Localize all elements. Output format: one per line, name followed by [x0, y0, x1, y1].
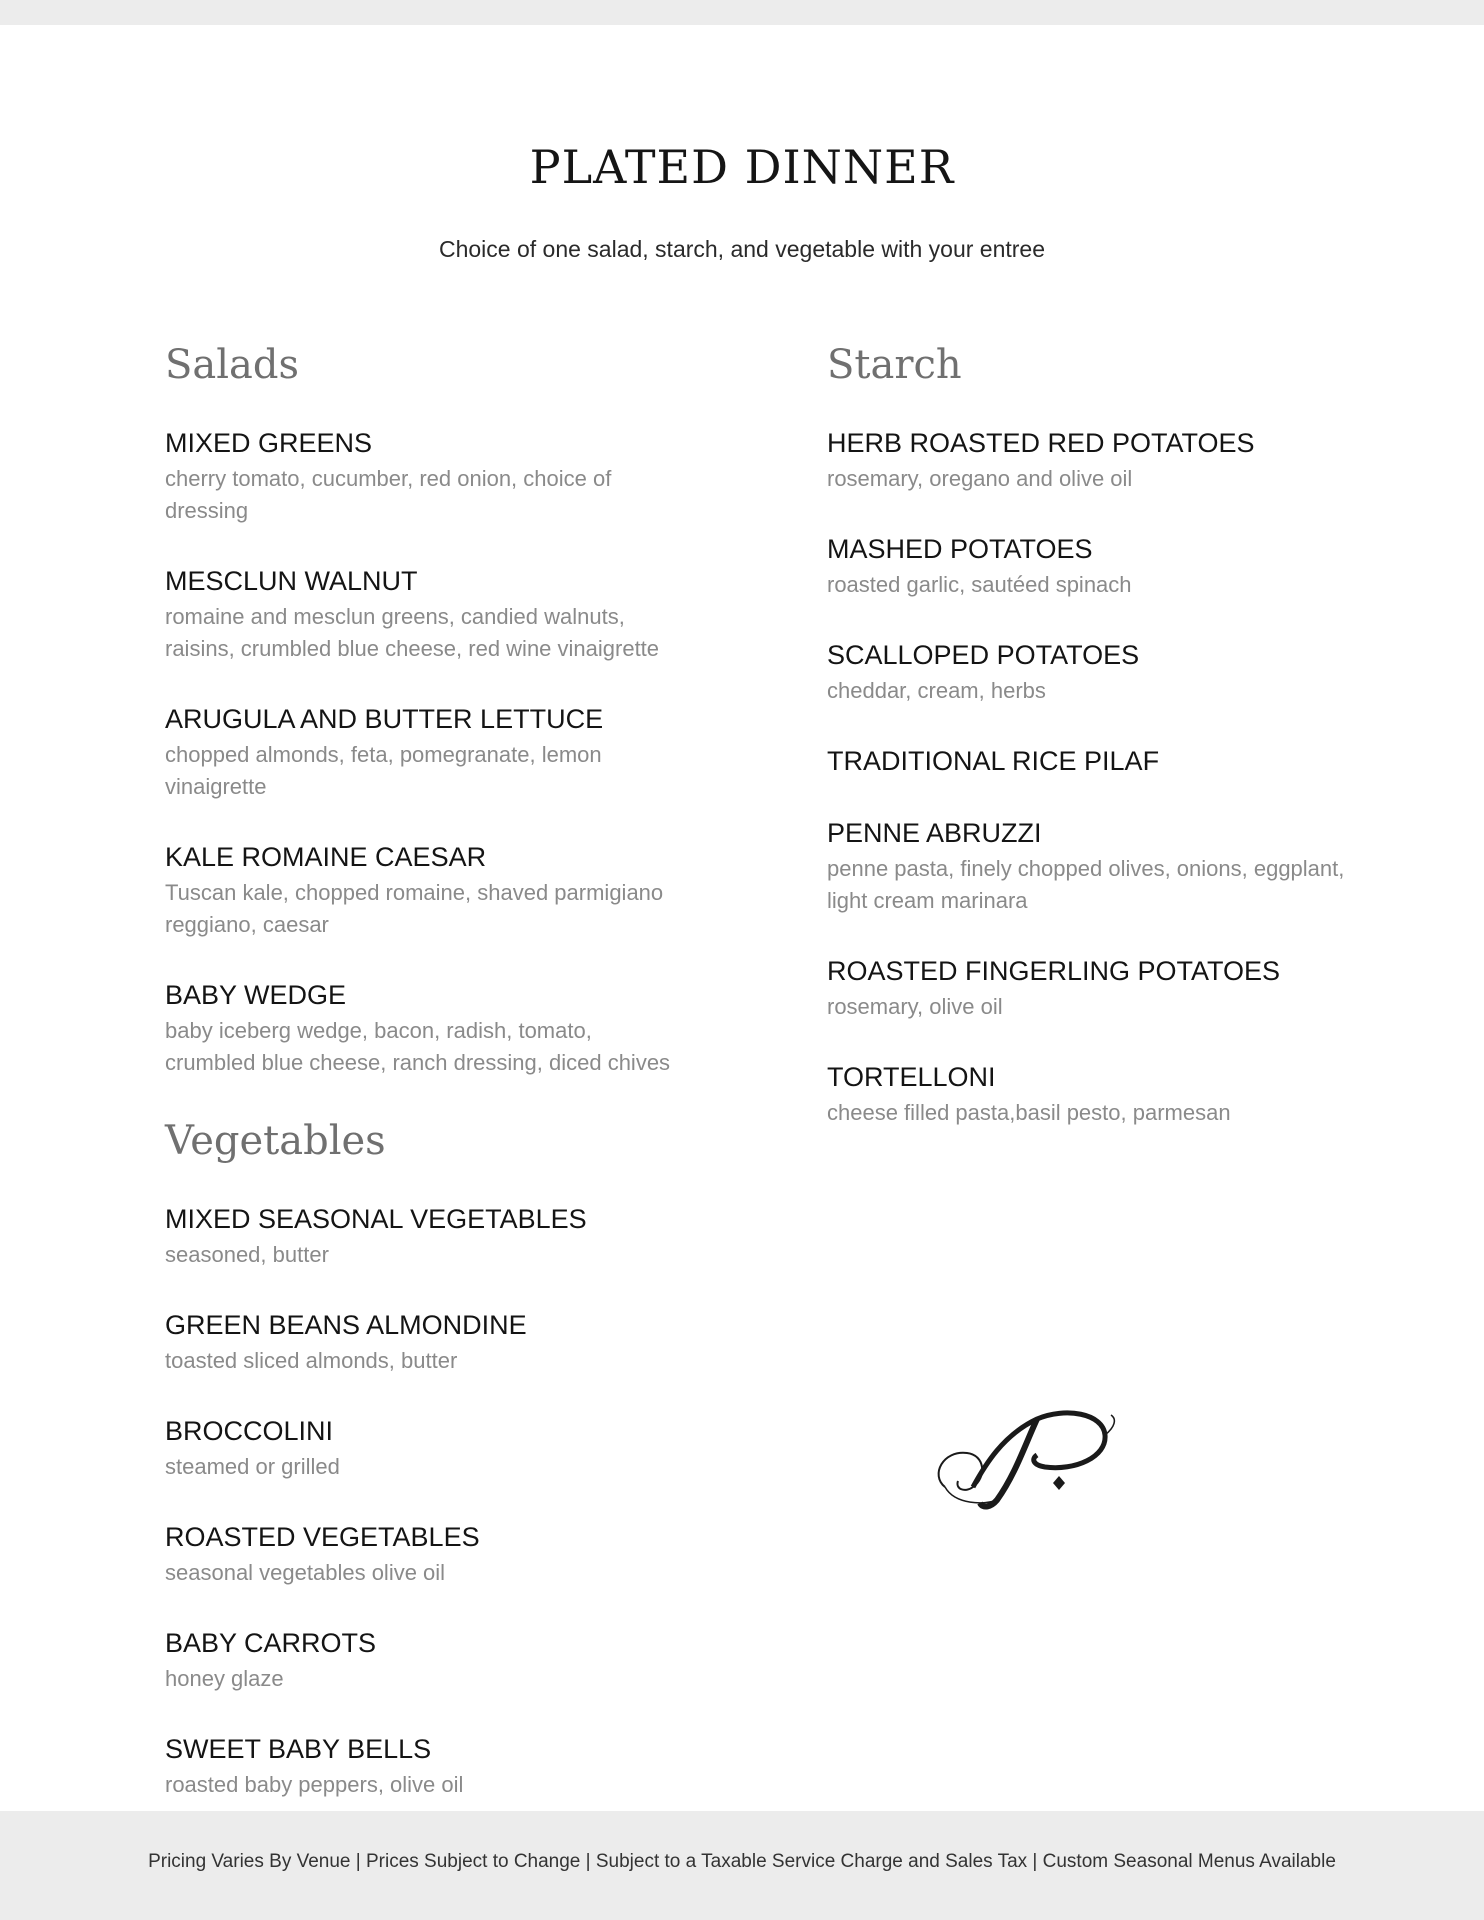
right-column [827, 340, 1357, 1166]
page-title: PLATED DINNER [529, 140, 955, 194]
menu-item [165, 1626, 685, 1695]
menu-item [165, 978, 685, 1079]
menu-item [165, 1520, 685, 1589]
menu-item-description: roasted baby peppers, olive oil [165, 1772, 464, 1797]
menu-item-description: cheddar, cream, herbs [827, 678, 1046, 703]
footer-text: Pricing Varies By Venue | Prices Subject to Change | Subject to a Taxable Service Charge and Sales Tax | Custom Seasonal Menus Available [148, 1851, 1336, 1872]
menu-item-name: ARUGULA AND BUTTER LETTUCE [165, 704, 604, 734]
menu-item [165, 426, 685, 527]
menu-item-description: rosemary, oregano and olive oil [827, 466, 1133, 491]
menu-item-name: BABY WEDGE [165, 980, 347, 1010]
salads-heading: Salads [165, 342, 300, 388]
menu-item-description: seasonal vegetables olive oil [165, 1560, 446, 1585]
script-p-monogram-icon [925, 1405, 1120, 1515]
top-bar [0, 0, 1484, 25]
vegetables-heading: Vegetables [165, 1118, 386, 1164]
menu-item-name: TRADITIONAL RICE PILAF [827, 746, 1160, 776]
menu-item [827, 954, 1357, 1023]
menu-item-description: seasoned, butter [165, 1242, 329, 1267]
menu-item [827, 1060, 1357, 1129]
menu-item-name: MIXED SEASONAL VEGETABLES [165, 1204, 587, 1234]
menu-item [827, 638, 1357, 707]
menu-item [827, 532, 1357, 601]
menu-item-description: steamed or grilled [165, 1454, 340, 1479]
menu-item-name: MESCLUN WALNUT [165, 566, 418, 596]
menu-item-name: MIXED GREENS [165, 428, 373, 458]
menu-item-description: romaine and mesclun greens, candied walnuts, raisins, crumbled blue cheese, red wine vinaigrette [165, 604, 660, 661]
menu-item-name: BROCCOLINI [165, 1416, 334, 1446]
menu-item-description: baby iceberg wedge, bacon, radish, tomato, crumbled blue cheese, ranch dressing, diced chives [165, 1018, 671, 1075]
footer [0, 1811, 1484, 1920]
menu-item-name: SCALLOPED POTATOES [827, 640, 1140, 670]
left-column [165, 340, 685, 1838]
vegetables-list [165, 1202, 685, 1801]
menu-item-name: MASHED POTATOES [827, 534, 1093, 564]
menu-item-description: cherry tomato, cucumber, red onion, choice of dressing [165, 466, 612, 523]
menu-item-description: cheese filled pasta,basil pesto, parmesan [827, 1100, 1231, 1125]
menu-item [165, 1732, 685, 1801]
menu-item-name: SWEET BABY BELLS [165, 1734, 432, 1764]
menu-item [165, 564, 685, 665]
menu-item [827, 744, 1357, 779]
menu-item [827, 426, 1357, 495]
menu-item [165, 840, 685, 941]
starch-heading: Starch [827, 342, 962, 388]
menu-item [165, 1414, 685, 1483]
salads-list [165, 426, 685, 1079]
menu-item-description: rosemary, olive oil [827, 994, 1003, 1019]
menu-item-description: Tuscan kale, chopped romaine, shaved parmigiano reggiano, caesar [165, 880, 664, 937]
menu-item-name: HERB ROASTED RED POTATOES [827, 428, 1255, 458]
page-subtitle: Choice of one salad, starch, and vegetable with your entree [438, 236, 1046, 262]
menu-item-description: honey glaze [165, 1666, 284, 1691]
menu-item-description: penne pasta, finely chopped olives, onions, eggplant, light cream marinara [827, 856, 1345, 913]
menu-item-name: ROASTED VEGETABLES [165, 1522, 480, 1552]
menu-item-name: PENNE ABRUZZI [827, 818, 1042, 848]
menu-item [165, 1308, 685, 1377]
menu-item [165, 1202, 685, 1271]
starch-list [827, 426, 1357, 1129]
menu-item-name: TORTELLONI [827, 1062, 996, 1092]
menu-item [827, 816, 1357, 917]
menu-item-name: BABY CARROTS [165, 1628, 377, 1658]
menu-item [165, 702, 685, 803]
menu-item-description: chopped almonds, feta, pomegranate, lemon vinaigrette [165, 742, 602, 799]
menu-item-name: KALE ROMAINE CAESAR [165, 842, 487, 872]
menu-item-description: roasted garlic, sautéed spinach [827, 572, 1132, 597]
menu-item-name: GREEN BEANS ALMONDINE [165, 1310, 527, 1340]
menu-item-name: ROASTED FINGERLING POTATOES [827, 956, 1281, 986]
menu-item-description: toasted sliced almonds, butter [165, 1348, 458, 1373]
